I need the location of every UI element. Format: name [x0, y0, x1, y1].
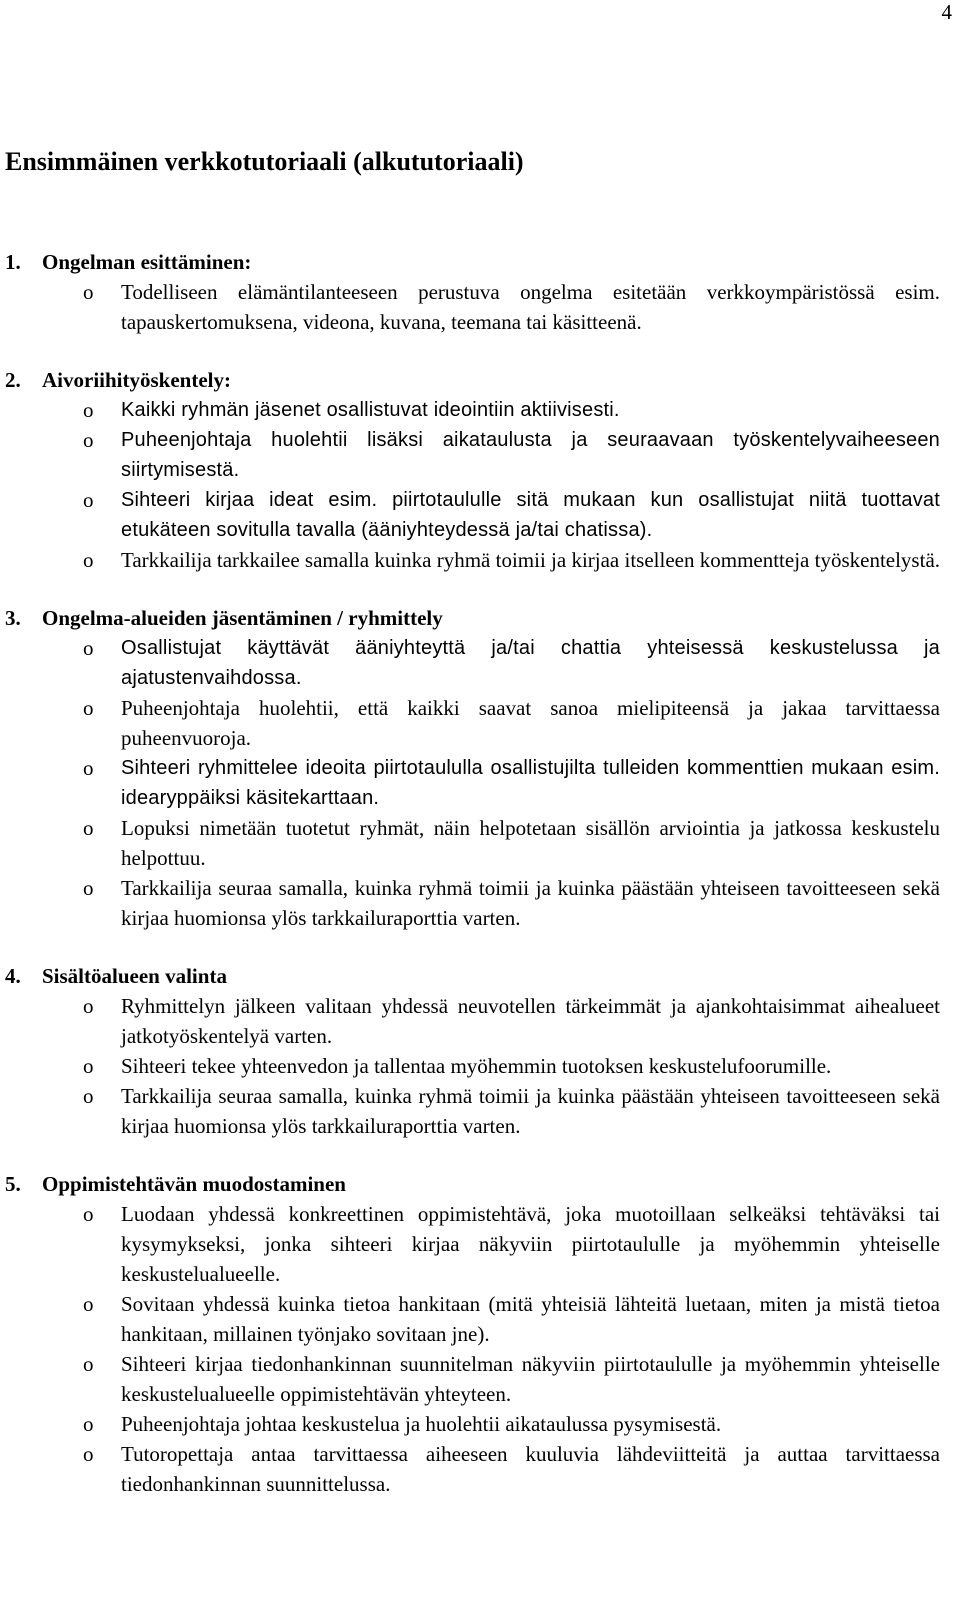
list-item-text: Puheenjohtaja johtaa keskustelua ja huolehtii aikataulussa pysymisestä.: [121, 1412, 722, 1436]
list-item-text: Todelliseen elämäntilanteeseen perustuva ongelma esitetään verkkoympäristössä esim. tapauskertomuksena, videona, kuvana, teemana tai käsitteenä.: [121, 280, 940, 334]
list-item-text: Sihteeri kirjaa tiedonhankinnan suunnitelman näkyviin piirtotaululle ja myöhemmin yhteiselle keskustelualueelle oppimistehtävän yhteyteen.: [121, 1352, 940, 1406]
section-heading: [5, 365, 940, 395]
bullet-marker: o: [83, 1352, 94, 1376]
bullet-marker: o: [83, 876, 94, 900]
list-item-text: Puheenjohtaja huolehtii lisäksi aikataulusta ja seuraavaan työskentelyvaiheeseen siirtymisestä.: [121, 429, 940, 481]
list-item-text: Sihteeri ryhmittelee ideoita piirtotaululla osallistujilta tulleiden kommenttien mukaan esim. idearyppäiksi käsitekarttaan.: [121, 757, 940, 809]
section-heading-text: Oppimistehtävän muodostaminen: [42, 1172, 346, 1196]
section-heading-text: Ongelman esittäminen:: [42, 250, 252, 274]
list-item-text: Lopuksi nimetään tuotetut ryhmät, näin helpotetaan sisällön arviointia ja jatkossa keskustelu helpottuu.: [121, 816, 940, 870]
bullet-marker: o: [83, 816, 94, 840]
bullet-list: [5, 277, 940, 337]
list-item-text: Tutoropettaja antaa tarvittaessa aiheeseen kuuluvia lähdeviitteitä ja auttaa tarvittaessa tiedonhankinnan suunnittelussa.: [121, 1442, 940, 1496]
section-heading: [5, 1169, 940, 1199]
section-1: [5, 247, 940, 337]
bullet-list: [5, 633, 940, 933]
bullet-marker: o: [83, 398, 94, 422]
bullet-marker: o: [83, 1084, 94, 1108]
list-item-text: Sihteeri kirjaa ideat esim. piirtotaululle sitä mukaan kun osallistujat niitä tuottavat etukäteen sovitulla tavalla (ääniyhteydessä ja/tai chatissa).: [121, 489, 940, 541]
list-item: [5, 485, 940, 545]
list-item-text: Osallistujat käyttävät ääniyhteyttä ja/tai chattia yhteisessä keskustelussa ja ajatustenvaihdossa.: [121, 637, 940, 689]
section-number: 2.: [5, 368, 21, 392]
list-item-text: Kaikki ryhmän jäsenet osallistuvat ideointiin aktiivisesti.: [121, 399, 620, 421]
document-title: Ensimmäinen verkkotutoriaali (alkututoriaali): [5, 147, 524, 176]
bullet-marker: o: [83, 756, 94, 780]
section-heading: [5, 961, 940, 991]
bullet-list: [5, 1199, 940, 1499]
bullet-marker: o: [83, 428, 94, 452]
page-number: 4: [941, 0, 952, 24]
bullet-list: [5, 395, 940, 575]
list-item: [5, 633, 940, 693]
list-item: [5, 753, 940, 813]
list-item-text: Ryhmittelyn jälkeen valitaan yhdessä neuvotellen tärkeimmät ja ajankohtaisimmat aihealueet jatkotyöskentelyä varten.: [121, 994, 940, 1048]
bullet-marker: o: [83, 1412, 94, 1436]
list-item: [5, 277, 940, 337]
list-item: [5, 1289, 940, 1349]
bullet-marker: o: [83, 1442, 94, 1466]
list-item: [5, 1081, 940, 1141]
bullet-marker: o: [83, 1054, 94, 1078]
list-item: [5, 1199, 940, 1289]
list-item-text: Puheenjohtaja huolehtii, että kaikki saavat sanoa mielipiteensä ja jakaa tarvittaessa puheenvuoroja.: [121, 696, 940, 750]
list-item-text: Sovitaan yhdessä kuinka tietoa hankitaan (mitä yhteisiä lähteitä luetaan, miten ja mistä tietoa hankitaan, millainen työnjako sovitaan jne).: [121, 1292, 940, 1346]
section-heading-text: Ongelma-alueiden jäsentäminen / ryhmittely: [42, 606, 443, 630]
bullet-marker: o: [83, 994, 94, 1018]
list-item: [5, 693, 940, 753]
section-number: 5.: [5, 1172, 21, 1196]
section-heading: [5, 247, 940, 277]
list-item: [5, 1349, 940, 1409]
list-item: [5, 873, 940, 933]
bullet-marker: o: [83, 1292, 94, 1316]
section-heading-text: Aivoriihityöskentely:: [42, 368, 231, 392]
list-item-text: Sihteeri tekee yhteenvedon ja tallentaa myöhemmin tuotoksen keskustelufoorumille.: [121, 1054, 832, 1078]
list-item: [5, 395, 940, 425]
bullet-marker: o: [83, 488, 94, 512]
bullet-marker: o: [83, 548, 94, 572]
sections-list: [5, 247, 940, 1527]
list-item: [5, 813, 940, 873]
section-heading: [5, 603, 940, 633]
section-4: [5, 961, 940, 1141]
list-item: [5, 991, 940, 1051]
bullet-marker: o: [83, 696, 94, 720]
section-heading-text: Sisältöalueen valinta: [42, 964, 227, 988]
list-item: [5, 1409, 940, 1439]
section-5: [5, 1169, 940, 1499]
bullet-marker: o: [83, 636, 94, 660]
section-2: [5, 365, 940, 575]
bullet-list: [5, 991, 940, 1141]
bullet-marker: o: [83, 1202, 94, 1226]
section-3: [5, 603, 940, 933]
list-item-text: Tarkkailija tarkkailee samalla kuinka ryhmä toimii ja kirjaa itselleen kommentteja työskentelystä.: [121, 548, 941, 572]
section-number: 1.: [5, 250, 21, 274]
list-item-text: Tarkkailija seuraa samalla, kuinka ryhmä toimii ja kuinka päästään yhteiseen tavoitteeseen sekä kirjaa huomionsa ylös tarkkailuraporttia varten.: [121, 876, 940, 930]
bullet-marker: o: [83, 280, 94, 304]
section-number: 3.: [5, 606, 21, 630]
list-item: [5, 425, 940, 485]
list-item: [5, 1439, 940, 1499]
section-number: 4.: [5, 964, 21, 988]
list-item-text: Tarkkailija seuraa samalla, kuinka ryhmä toimii ja kuinka päästään yhteiseen tavoitteeseen sekä kirjaa huomionsa ylös tarkkailuraporttia varten.: [121, 1084, 940, 1138]
list-item-text: Luodaan yhdessä konkreettinen oppimistehtävä, joka muotoillaan selkeäksi tehtäväksi tai kysymykseksi, jonka sihteeri kirjaa näkyviin piirtotaululle ja myöhemmin yhteiselle keskustelualueelle.: [121, 1202, 940, 1286]
list-item: [5, 1051, 940, 1081]
list-item: [5, 545, 940, 575]
